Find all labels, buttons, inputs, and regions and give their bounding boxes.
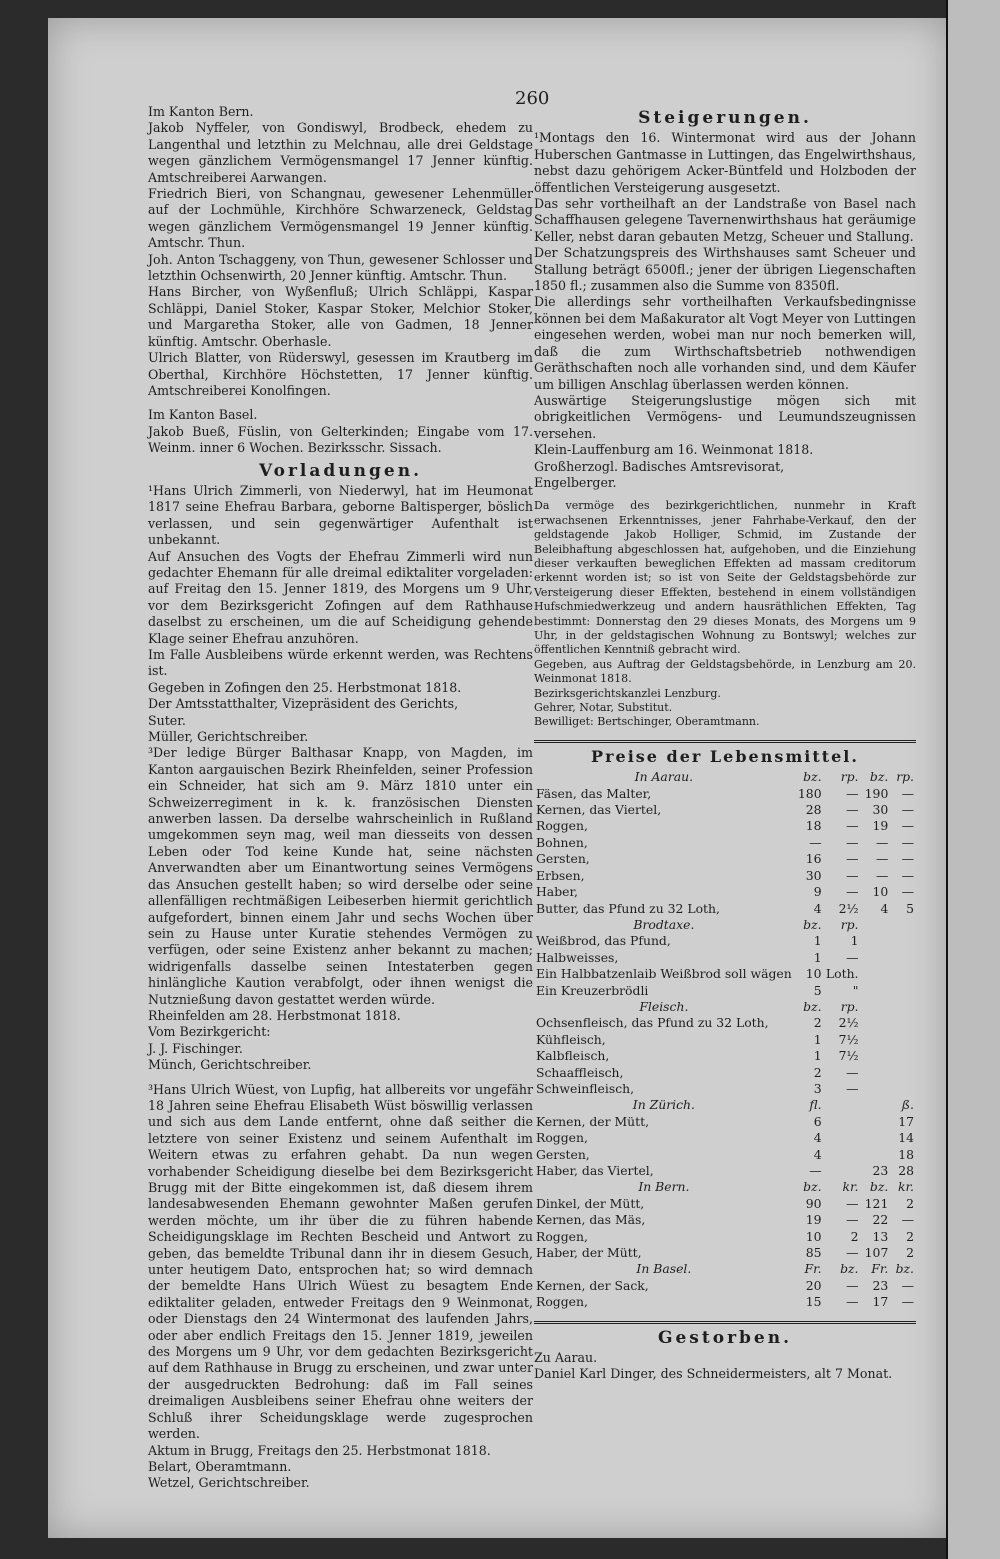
auction2-notice: Da vermöge des bezirkgerichtlichen, nunmehr in Kraft erwachsenen Erkenntnisses, jener Fahrhabe-Verkauf, den der geldstagende Jakob Holliger, Schmid, im Zustande der Beleibhaftung abgeschlossen hat, aufgehoben, und die Einziehung dieser verkauften beweglichen Effekten ad massam creditorum erkennt worden ist; so ist von Seite der Geldstagsbehörde zur Versteigerung dieser Effekten, bestehend in einem vollständigen Hufschmiedwerkzeug und andern hausräthlichen Effekten, Tag bestimmt: Donnerstag den 29 dieses Monats, des Morgens um 9 Uhr, in der geldstagischen Wohnung zu Bontswyl; welches zur öffentlichen Kenntniß gebracht wird. [534, 499, 916, 657]
price-value: 2 [906, 1195, 914, 1211]
price-value: 90 [805, 1195, 822, 1211]
bern-list [148, 120, 533, 399]
double-rule [534, 1321, 916, 1324]
price-value [890, 1048, 916, 1064]
price-value [861, 1065, 891, 1081]
bern-notice: Jakob Nyffeler, von Gondiswyl, Brodbeck, ehedem zu Langenthal und letzthin zu Melchnau, alle drei Geldstage wegen gänzlichem Vermögensmangel 17 Jenner künftig. Amtschreiberei Aarwangen. [148, 120, 533, 185]
price-value: kr. [897, 1179, 914, 1195]
price-value: 2½ [838, 1015, 859, 1031]
price-value: — [846, 867, 859, 883]
price-item: Kühfleisch, [536, 1031, 606, 1047]
price-item: Ein Halbbatzenlaib Weißbrod soll wägen [536, 966, 792, 982]
price-value: — [846, 1245, 859, 1261]
next-page-edge [946, 0, 1000, 1559]
gestorben-heading: Gestorben. [657, 1327, 793, 1348]
price-value: 16 [805, 851, 822, 867]
price-item: Ein Kreuzerbrödli [536, 982, 649, 998]
price-item: Halbweisses, [536, 949, 619, 965]
price-value: 4 [880, 900, 889, 916]
price-value: — [809, 834, 822, 850]
price-item: Roggen, [536, 1294, 588, 1310]
price-item: Kernen, das Mäs, [536, 1212, 646, 1228]
price-value: 23 [872, 1277, 889, 1293]
price-value: 5 [813, 982, 822, 998]
signature-name: Engelberger. [534, 474, 617, 490]
price-item: Kernen, das Viertel, [536, 802, 662, 818]
price-value: — [846, 949, 859, 965]
prices-row [534, 1048, 916, 1064]
price-value: " [852, 982, 859, 998]
signature-name: J. J. Fischinger. [148, 1040, 243, 1056]
price-value: 10 [805, 966, 822, 982]
prices-row [534, 950, 916, 966]
price-value: — [846, 785, 859, 801]
price-value: 28 [898, 1163, 914, 1178]
prices-heading: Preise der Lebensmittel. [591, 746, 859, 766]
price-item: Kernen, der Sack, [536, 1277, 649, 1293]
auction-valuation: Der Schatzungspreis des Wirthshauses samt Scheuer und Stallung beträgt 6500fl.; jener der übrigen Liegenschaften 1850 fl.; zusammen also die Summe von 8350fl. [534, 245, 916, 294]
price-value: 4 [813, 1130, 822, 1146]
prices-row [534, 1114, 916, 1130]
approval-line: Bewilliget: Bertschinger, Oberamtmann. [534, 715, 760, 729]
price-item: Kalbfleisch, [536, 1048, 610, 1064]
price-value [861, 933, 891, 949]
price-value: 14 [898, 1130, 914, 1146]
price-value: — [901, 785, 914, 801]
price-value: — [901, 867, 914, 883]
price-value: — [901, 1212, 914, 1228]
price-value: 18 [805, 818, 822, 834]
price-value [861, 1015, 891, 1031]
price-value: — [875, 851, 889, 867]
price-item: Dinkel, der Mütt, [536, 1195, 645, 1211]
price-value: — [809, 1163, 822, 1178]
price-value [861, 1147, 891, 1163]
prices-row [534, 884, 916, 900]
price-value: — [846, 1212, 859, 1228]
prices-row [534, 983, 916, 999]
prices-row [534, 1229, 916, 1245]
price-item: Kernen, der Mütt, [536, 1113, 650, 1129]
price-value: — [901, 851, 914, 867]
price-value: 10 [805, 1228, 822, 1244]
price-item: Roggen, [536, 1228, 588, 1244]
price-value: 107 [864, 1245, 889, 1261]
price-value: 1 [850, 933, 859, 949]
price-value [824, 1130, 861, 1146]
price-value [890, 1015, 916, 1031]
price-value: 6 [813, 1113, 822, 1129]
price-item: Gersten, [536, 1146, 590, 1162]
signature-clerk: Münch, Gerichtschreiber. [148, 1057, 312, 1073]
price-value [890, 917, 916, 933]
price-value: 13 [872, 1228, 889, 1244]
price-value: bz. [803, 998, 822, 1014]
price-value [861, 917, 891, 933]
price-value [824, 1147, 861, 1163]
price-value: 121 [864, 1195, 889, 1211]
signature-clerk: Müller, Gerichtschreiber. [148, 729, 309, 745]
notice-zimmerli: ¹Hans Ulrich Zimmerli, von Niederwyl, hat im Heumonat 1817 seine Ehefrau Barbara, geborne Baltisperger, böslich verlassen, und sein gegenwärtiger Aufenthalt ist unbekannt. [148, 482, 533, 548]
notice-wuest-date: Aktum in Brugg, Freitags den 25. Herbstmonat 1818. [148, 1442, 491, 1458]
kanton-basel-heading: Im Kanton Basel. [148, 407, 258, 423]
bern-notice: Hans Bircher, von Wyßenfluß; Ulrich Schläppi, Kaspar Schläppi, Daniel Stoker, Kaspar Stoker, Melchior Stoker, und Margaretha Stoker, alle von Gadmen, 18 Jenner künftig. Amtschr. Oberhasle. [148, 284, 533, 349]
price-value: Fr. [804, 1261, 822, 1277]
bern-notice: Ulrich Blatter, von Rüderswyl, gesessen im Krautberg im Oberthal, Kirchhöre Höchstetten, 17 Jenner künftig. Amtschreiberei Konolfingen. [148, 350, 533, 398]
signature-office: Bezirksgerichtskanzlei Lenzburg. [534, 686, 721, 700]
price-value: 17 [872, 1294, 889, 1310]
prices-row [534, 851, 916, 867]
prices-row [534, 1147, 916, 1163]
price-value: 9 [813, 884, 822, 900]
price-value: ß. [901, 1097, 914, 1113]
basel-notice: Jakob Bueß, Füslin, von Gelterkinden; Eingabe vom 17. Weinm. inner 6 Wochen. Bezirksschr. Sissach. [148, 423, 533, 456]
price-value: 1 [813, 1048, 822, 1064]
price-value [861, 950, 891, 966]
price-value: 4 [813, 900, 822, 916]
price-item: Roggen, [536, 818, 588, 834]
auction-notice: ¹Montags den 16. Wintermonat wird aus der Johann Huberschen Gantmasse in Luttingen, das Engelwirthshaus, nebst dazu gehörigem Acker-Büntfeld und Holzboden der öffentlichen Versteigerung ausgesetzt. [534, 130, 916, 195]
price-value: rp. [840, 916, 859, 932]
price-value: — [846, 1195, 859, 1211]
price-value: — [846, 818, 859, 834]
double-rule [534, 740, 916, 743]
auction-description: Das sehr vortheilhaft an der Landstraße von Basel nach Schaffhausen gelegene Tavernenwirthshaus hat geräumige Keller, nebst daran gebauten Metzg, Scheuer und Stallung. [534, 196, 916, 244]
price-value: — [875, 834, 889, 850]
price-value: 10 [872, 884, 889, 900]
prices-row [534, 1015, 916, 1031]
notice-zimmerli-summons: Auf Ansuchen des Vogts der Ehefrau Zimmerli wird nun gedachter Ehemann für alle dreimal ediktaliter vorgeladen: auf Freitag den 15. Jenner 1819, des Morgens um 9 Uhr, vor dem Bezirksgericht Zofingen auf dem Rathhause daselbst zu erscheinen, um die auf Scheidigung gehende Klage seiner Ehefrau anzuhören. [148, 548, 533, 646]
price-value: 7½ [838, 1048, 859, 1064]
auction2-date: Gegeben, aus Auftrag der Geldstagsbehörde, in Lenzburg am 20. Weinmonat 1818. [534, 657, 916, 686]
prices-subheading-row [534, 769, 916, 785]
right-column [534, 104, 916, 1383]
price-value: — [846, 1064, 859, 1080]
price-value: 2 [813, 1064, 822, 1080]
prices-row [534, 1196, 916, 1212]
price-value: 2 [850, 1228, 859, 1244]
price-value: 1 [813, 1031, 822, 1047]
signature-office: Großherzogl. Badisches Amtsrevisorat, [534, 458, 785, 474]
price-item: In Zürich. [632, 1097, 695, 1113]
death-notice: Daniel Karl Dinger, des Schneidermeisters, alt 7 Monat. [534, 1366, 893, 1382]
price-value: — [901, 1294, 914, 1310]
price-value: — [875, 867, 889, 883]
price-value: bz. [803, 769, 822, 785]
notice-knapp: ³Der ledige Bürger Balthasar Knapp, von Magden, im Kanton aargauischen Bezirk Rheinfelden, seiner Profession ein Schneider, hat sich am 9. März 1810 unter ein Schweizerregiment in k. k. französischen Diensten anwerben lassen. Da derselbe wahrscheinlich in Rußland umgekommen seyn mag, weil man diesseits von dessen Leben oder Tod keine Kunde hat, seine nächsten Anverwandten aber um Einantwortung seines Vermögens das Ansuchen gestellt haben; so wird derselbe oder seine allenfälligen rechtmäßigen Leibeserben hiermit gerichtlich aufgefordert, binnen einem Jahr und sechs Wochen über sein zu Hause unter Kuratie stehendes Vermögen zu verfügen, oder seine Existenz anher bekannt zu machen; widrigenfalls dasselbe seinen Intestaterben gegen hinlängliche Kaution verabfolgt, oder ihnen wenigst die Nutznießung davon gestattet werden würde. [148, 745, 533, 1007]
signature-name: Suter. [148, 712, 186, 728]
price-value: 2½ [838, 900, 859, 916]
price-value: rp. [896, 769, 914, 785]
price-item: Gersten, [536, 851, 590, 867]
price-value: 30 [805, 867, 822, 883]
prices-row [534, 1130, 916, 1146]
signature-line: Der Amtsstatthalter, Vizepräsident des Gerichts, [148, 696, 459, 712]
price-value: 22 [872, 1212, 889, 1228]
prices-row [534, 818, 916, 834]
price-item: Haber, der Mütt, [536, 1245, 642, 1261]
price-value: 3 [813, 1080, 822, 1096]
bern-notice: Joh. Anton Tschaggeny, von Thun, gewesener Schlosser und letzthin Ochsenwirth, 20 Jenner künftig. Amtschr. Thun. [148, 251, 533, 284]
prices-row [534, 835, 916, 851]
price-value: 30 [872, 802, 889, 818]
price-item: Schweinfleisch, [536, 1080, 635, 1096]
price-item: In Aarau. [634, 769, 694, 785]
price-value [861, 1097, 891, 1113]
price-value: bz. [803, 916, 822, 932]
price-value [861, 983, 891, 999]
prices-row [534, 901, 916, 917]
price-value [890, 966, 916, 982]
signature-clerk: Wetzel, Gerichtschreiber. [148, 1475, 310, 1491]
price-value: Fr. [871, 1261, 889, 1277]
prices-row [534, 966, 916, 982]
price-value: 1 [813, 933, 822, 949]
page-number: 260 [515, 88, 550, 109]
price-value: bz. [869, 1179, 889, 1195]
kanton-bern-heading: Im Kanton Bern. [148, 104, 254, 119]
prices-row [534, 786, 916, 802]
notice-zimmerli-date: Gegeben in Zofingen den 25. Herbstmonat 1818. [148, 679, 462, 695]
price-value [890, 1065, 916, 1081]
price-item: Fäsen, das Malter, [536, 785, 652, 801]
price-item: Haber, das Viertel, [536, 1163, 654, 1178]
prices-row [534, 1294, 916, 1310]
prices-subheading-row [534, 999, 916, 1015]
price-value: — [901, 1277, 914, 1293]
price-value: — [846, 1080, 859, 1096]
price-value [824, 1097, 861, 1113]
price-value: 4 [813, 1146, 822, 1162]
steigerungen-heading: Steigerungen. [638, 108, 812, 128]
prices-subheading-row [534, 1179, 916, 1195]
price-value: rp. [840, 998, 859, 1014]
price-value: 5 [906, 900, 914, 916]
price-value: 19 [805, 1212, 822, 1228]
price-value: — [901, 818, 914, 834]
price-value: bz. [895, 1261, 914, 1277]
price-item: Brodtaxe. [633, 916, 695, 932]
prices-subheading-row [534, 917, 916, 933]
price-value [890, 1032, 916, 1048]
prices-row [534, 1065, 916, 1081]
notice-knapp-date: Rheinfelden am 28. Herbstmonat 1818. [148, 1007, 401, 1023]
left-column [148, 104, 533, 1492]
price-value: — [901, 884, 914, 900]
price-value [890, 950, 916, 966]
price-value: — [846, 834, 859, 850]
prices-subheading-row [534, 1261, 916, 1277]
signature-name: Belart, Oberamtmann. [148, 1458, 292, 1474]
price-item: Ochsenfleisch, das Pfund zu 32 Loth, [536, 1015, 769, 1031]
price-value: 2 [906, 1245, 914, 1261]
prices-subheading-row [534, 1097, 916, 1113]
prices-row [534, 802, 916, 818]
price-value: — [846, 802, 859, 818]
price-value: 180 [797, 785, 822, 801]
auction-bidders: Auswärtige Steigerungslustige mögen sich mit obrigkeitlichen Vermögens- und Leumundszeugnissen versehen. [534, 392, 916, 441]
price-item: Erbsen, [536, 867, 585, 883]
prices-row [534, 1212, 916, 1228]
price-value: — [846, 1294, 859, 1310]
price-value [861, 1130, 891, 1146]
price-value: 85 [805, 1245, 822, 1261]
prices-row [534, 1081, 916, 1097]
price-value: bz. [840, 1261, 859, 1277]
signature-court: Vom Bezirkgericht: [148, 1024, 271, 1040]
prices-row [534, 933, 916, 949]
price-value: — [901, 802, 914, 818]
notice-zimmerli-default: Im Falle Ausbleibens würde erkennt werden, was Rechtens ist. [148, 647, 533, 679]
prices-row [534, 1245, 916, 1261]
price-value: 20 [805, 1277, 822, 1293]
price-value [861, 1081, 891, 1097]
price-value [861, 999, 891, 1015]
price-value: 19 [872, 818, 889, 834]
price-value [861, 966, 891, 982]
price-value [890, 933, 916, 949]
price-value: kr. [842, 1179, 859, 1195]
price-value: rp. [840, 769, 859, 785]
price-value [890, 983, 916, 999]
price-value: fl. [809, 1097, 822, 1113]
price-value [861, 1048, 891, 1064]
price-value: — [846, 851, 859, 867]
price-item: In Bern. [638, 1179, 690, 1195]
price-value [861, 1032, 891, 1048]
price-item: Haber, [536, 884, 578, 900]
auction-date: Klein-Lauffenburg am 16. Weinmonat 1818. [534, 442, 814, 458]
price-item: Fleisch. [639, 998, 689, 1014]
price-value: 1 [813, 949, 822, 965]
price-value [890, 1081, 916, 1097]
price-item: Weißbrod, das Pfund, [536, 933, 671, 949]
bern-notice: Friedrich Bieri, von Schangnau, gewesener Lehenmüller auf der Lochmühle, Kirchhöre Schwarzeneck, Geldstag wegen gänzlichem Vermögensmangel 19 Jenner künftig. Amtschr. Thun. [148, 186, 533, 251]
gestorben-place: Zu Aarau. [534, 1350, 598, 1366]
vorladungen-heading: Vorladungen. [259, 460, 422, 481]
price-item: Schaaffleisch, [536, 1064, 624, 1080]
prices-row [534, 1278, 916, 1294]
prices-row [534, 868, 916, 884]
price-item: Butter, das Pfund zu 32 Loth, [536, 900, 720, 916]
price-value [824, 1114, 861, 1130]
price-value: 15 [805, 1294, 822, 1310]
price-value [824, 1163, 861, 1179]
price-value: 2 [813, 1015, 822, 1031]
price-value: — [846, 884, 859, 900]
price-value: 28 [805, 802, 822, 818]
prices-row [534, 1032, 916, 1048]
notice-wuest: ³Hans Ulrich Wüest, von Lupfig, hat allbereits vor ungefähr 18 Jahren seine Ehefrau Elisabeth Wüst böswillig verlassen und sich aus dem Lande entfernt, ohne daß seither die letztere von seiner Existenz und seinem Aufenthalt im Weitern etwas zu erfahren gehabt. Da nun wegen vorhabender Scheidigung dieselbe bei dem Bezirksgericht Brugg mit der Bitte eingekommen ist, daß diesem ihrem landesabwesenden Ehemann gewohnter Maßen gerufen werden möchte, um ihr über die zu führen habende Scheidigungsklage im Rechten Bescheid und Antwort zu geben, das bemeldte Tribunal dann ihr in diesem Gesuch, unter heutigem Dato, entsprochen hat; so wird demnach der bemeldte Hans Ulrich Wüest zu besagtem Ende ediktaliter geladen, entweder Freitags den 9 Weinmonat, oder Dienstags den 24 Wintermonat des laufenden Jahrs, oder aber endlich Freitags den 15. Jenner 1819, jeweilen des Morgens um 9 Uhr, vor dem gedachten Bezirksgericht auf dem Rathhause in Brugg zu erscheinen, und zwar unter der ausgedruckten Bedrohung: daß im Fall seines dreimaligen Ausbleibens seiner Ehefrau ohne weiters der Schluß ihrer Scheidungsklage werde zugesprochen werden. [148, 1081, 533, 1442]
price-value: 7½ [838, 1031, 859, 1047]
prices-row [534, 1163, 916, 1179]
price-value: — [846, 1277, 859, 1293]
auction-conditions: Die allerdings sehr vortheilhaften Verkaufsbedingnisse können bei dem Maßakurator alt Vogt Meyer von Luttingen eingesehen werden, wobei man nur noch bemerken will, daß die zum Wirthschaftsbetrieb nothwendigen Geräthschaften noch alle vorhanden sind, und dem Käufer um billigen Anschlag überlassen werden können. [534, 294, 916, 392]
prices-table [534, 769, 916, 1310]
price-item: Bohnen, [536, 834, 588, 850]
price-item: Roggen, [536, 1130, 588, 1146]
price-value: Loth. [825, 966, 859, 982]
price-value: 2 [906, 1228, 914, 1244]
price-value: 190 [864, 785, 889, 801]
price-value: bz. [803, 1179, 822, 1195]
price-value: 18 [898, 1146, 914, 1162]
price-value: — [901, 834, 914, 850]
signature-name: Gehrer, Notar, Substitut. [534, 701, 673, 715]
price-value: 23 [872, 1163, 889, 1178]
price-value [861, 1114, 891, 1130]
price-value: bz. [869, 769, 889, 785]
price-value [890, 999, 916, 1015]
price-item: In Basel. [636, 1261, 692, 1277]
price-value: 17 [898, 1113, 914, 1129]
